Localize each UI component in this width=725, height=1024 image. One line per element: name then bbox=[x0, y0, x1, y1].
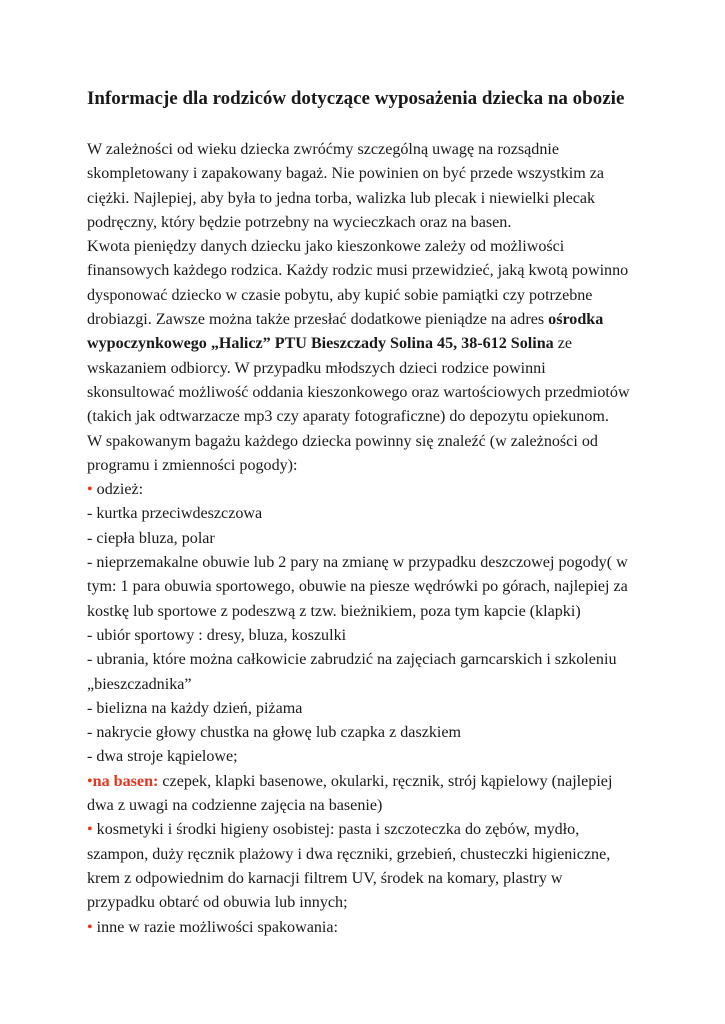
clothes-item: - ciepła bluza, polar bbox=[87, 529, 215, 547]
address-line-2-bold: wypoczynkowego „Halicz” PTU Bieszczady Solina 45, 38-612 Solina bbox=[87, 335, 554, 353]
intro-line-1: W zależności od wieku dziecka zwróćmy szczególną uwagę na rozsądnie bbox=[87, 141, 560, 158]
clothes-item: - kurtka przeciwdeszczowa bbox=[87, 505, 263, 523]
pool-line-2: dwa z uwagi na codzienne zajęcia na basenie) bbox=[87, 797, 383, 815]
intro-line-4: podręczny, który będzie potrzebny na wycieczkach oraz na basen. bbox=[87, 213, 512, 231]
pool-text: czepek, klapki basenowe, okularki, ręcznik, strój kąpielowy (najlepiej bbox=[158, 772, 613, 790]
bullet-icon: • bbox=[87, 772, 93, 790]
clothes-item: - dwa stroje kąpielowe; bbox=[87, 748, 238, 766]
hygiene-line: przypadku obtarć od obuwia lub innych; bbox=[87, 894, 348, 912]
document-body bbox=[87, 138, 647, 940]
after-line-5: programu i zmienności pogody): bbox=[87, 456, 298, 474]
intro-line-2: skompletowany i zapakowany bagaż. Nie powinien on być przede wszystkim za bbox=[87, 165, 605, 183]
address-line-1-text: drobiazgi. Zawsze można także przesłać dodatkowe pieniądze na adres bbox=[87, 311, 549, 329]
other-line bbox=[87, 916, 647, 940]
hygiene-line: krem z odpowiednim do karnacji filtrem UV, środek na komary, plastry w bbox=[87, 869, 563, 887]
pool-label: na basen: bbox=[92, 772, 159, 790]
bullet-icon: • bbox=[87, 821, 93, 839]
intro-line-5: Kwota pieniędzy danych dziecku jako kieszonkowe zależy od możliwości bbox=[87, 238, 565, 256]
document-title: Informacje dla rodziców dotyczące wyposażenia dziecka na obozie bbox=[87, 88, 625, 109]
clothes-item: - nakrycie głowy chustka na głowę lub czapka z daszkiem bbox=[87, 724, 462, 742]
address-line-2 bbox=[87, 332, 647, 356]
after-line-3: (takich jak odtwarzacze mp3 czy aparaty fotograficzne) do depozytu opiekunom. bbox=[87, 408, 609, 426]
hygiene-line: szampon, duży ręcznik plażowy i dwa ręczniki, grzebień, chusteczki higieniczne, bbox=[87, 845, 611, 863]
intro-line-3: ciężki. Najlepiej, aby była to jedna torba, walizka lub plecak i niewielki plecak bbox=[87, 189, 596, 207]
address-line-2-text: ze bbox=[553, 335, 573, 353]
hygiene-line-1 bbox=[87, 818, 647, 842]
clothes-item: tym: 1 para obuwia sportowego, obuwie na piesze wędrówki po górach, najlepiej za bbox=[87, 578, 628, 596]
after-line-1: wskazaniem odbiorcy. W przypadku młodszych dzieci rodzice powinni bbox=[87, 359, 546, 377]
clothes-item: - ubrania, które można całkowicie zabrudzić na zajęciach garncarskich i szkoleniu bbox=[87, 651, 617, 669]
address-line-1 bbox=[87, 308, 647, 332]
other-text: inne w razie możliwości spakowania: bbox=[92, 918, 338, 936]
address-line-1-bold: ośrodka bbox=[548, 311, 604, 329]
intro-line-7: dysponować dziecko w czasie pobytu, aby kupić sobie pamiątki czy potrzebne bbox=[87, 286, 593, 304]
clothes-item: „bieszczadnika” bbox=[87, 675, 192, 693]
clothes-item: kostkę lub sportowe z podeszwą z tzw. bieżnikiem, poza tym kapcie (klapki) bbox=[87, 602, 581, 620]
clothes-item: - bielizna na każdy dzień, piżama bbox=[87, 699, 303, 717]
bullet-icon: • bbox=[87, 918, 93, 936]
after-line-4: W spakowanym bagażu każdego dziecka powinny się znaleźć (w zależności od bbox=[87, 432, 598, 450]
after-line-2: skonsultować możliwość oddania kieszonkowego oraz wartościowych przedmiotów bbox=[87, 383, 630, 401]
pool-line-1 bbox=[87, 770, 647, 794]
clothes-heading bbox=[87, 478, 647, 502]
hygiene-text: kosmetyki i środki higieny osobistej: pasta i szczoteczka do zębów, mydło, bbox=[92, 821, 580, 839]
clothes-item: - nieprzemakalne obuwie lub 2 pary na zmianę w przypadku deszczowej pogody( w bbox=[87, 554, 628, 572]
clothes-item: - ubiór sportowy : dresy, bluza, koszulki bbox=[87, 626, 347, 644]
clothes-heading-text: odzież: bbox=[92, 481, 144, 499]
intro-line-6: finansowych każdego rodzica. Każdy rodzic musi przewidzieć, jaką kwotą powinno bbox=[87, 262, 629, 280]
bullet-icon: • bbox=[87, 481, 93, 499]
